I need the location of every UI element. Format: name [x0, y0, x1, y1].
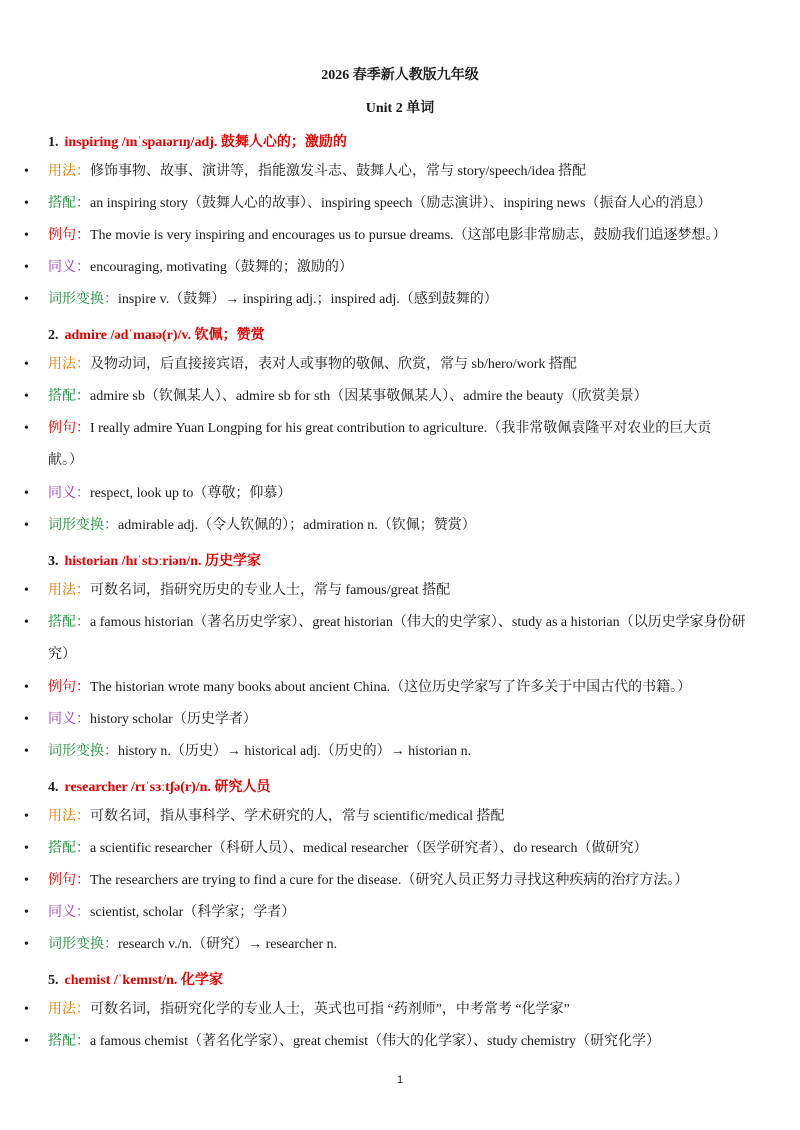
- bullet-icon: •: [24, 615, 29, 630]
- entry-heading: [48, 324, 265, 344]
- collocation-text: admire sb（钦佩某人）、admire sb for sth（因某事敬佩某人）、admire the beauty（欣赏美景）: [90, 389, 648, 404]
- usage-text: 可数名词，指研究历史的专业人士，常与 famous/great 搭配: [90, 583, 451, 598]
- forms-line: [48, 929, 760, 961]
- entry-number: 2.: [48, 328, 59, 343]
- bullet-icon: •: [24, 518, 29, 533]
- bullet-icon: •: [24, 841, 29, 856]
- usage-text: 及物动词，后直接接宾语，表对人或事物的敬佩、欣赏，常与 sb/hero/work 搭配: [90, 357, 577, 372]
- forms-text: history n.（历史）→ historical adj.（历史的）→ historian n.: [118, 744, 472, 759]
- forms-label: 词形变换：: [48, 292, 118, 307]
- entry-headword: researcher /rɪˈsɜːtʃə(r)/n. 研究人员: [64, 780, 271, 795]
- usage-line: [48, 349, 760, 381]
- collocation-label: 搭配：: [48, 615, 90, 630]
- bullet-icon: •: [24, 1034, 29, 1049]
- forms-label: 词形变换：: [48, 518, 118, 533]
- collocation-text: a famous historian（著名历史学家）、great historian（伟大的史学家）、study as a historian（以历史学家身份研究）: [48, 615, 746, 662]
- usage-line: [48, 994, 760, 1026]
- page-number: 1: [396, 1074, 404, 1086]
- forms-text: research v./n.（研究）→ researcher n.: [118, 937, 338, 952]
- synonym-label: 同义：: [48, 486, 90, 501]
- page-title: 2026 春季新人教版九年级: [321, 68, 479, 83]
- bullet-icon: •: [24, 292, 29, 307]
- example-line: [48, 220, 760, 252]
- example-label: 例句：: [48, 228, 90, 243]
- bullet-icon: •: [24, 937, 29, 952]
- collocation-label: 搭配：: [48, 1034, 90, 1049]
- synonym-text: history scholar（历史学者）: [90, 712, 257, 727]
- bullet-icon: •: [24, 680, 29, 695]
- example-label: 例句：: [48, 873, 90, 888]
- collocation-line: [48, 381, 760, 413]
- synonym-line: [48, 252, 760, 284]
- example-line: [48, 413, 728, 477]
- collocation-text: a famous chemist（著名化学家）、great chemist（伟大的化学家）、study chemistry（研究化学）: [90, 1034, 661, 1049]
- synonym-line: [48, 478, 760, 510]
- collocation-text: an inspiring story（鼓舞人心的故事）、inspiring speech（励志演讲）、inspiring news（振奋人心的消息）: [90, 196, 712, 211]
- synonym-text: encouraging, motivating（鼓舞的；激励的）: [90, 260, 353, 275]
- example-line: [48, 672, 760, 704]
- forms-label: 词形变换：: [48, 744, 118, 759]
- usage-text: 可数名词，指研究化学的专业人士，英式也可指 “药剂师”，中考常考 “化学家”: [90, 1002, 570, 1017]
- bullet-icon: •: [24, 1002, 29, 1017]
- forms-line: [48, 736, 760, 768]
- entry-headword: historian /hɪˈstɔːriən/n. 历史学家: [64, 554, 262, 569]
- collocation-line: [48, 1026, 760, 1058]
- forms-text: inspire v.（鼓舞）→ inspiring adj.；inspired adj.（感到鼓舞的）: [118, 292, 498, 307]
- collocation-line: [48, 188, 760, 220]
- collocation-label: 搭配：: [48, 196, 90, 211]
- bullet-icon: •: [24, 389, 29, 404]
- forms-line: [48, 510, 760, 542]
- synonym-label: 同义：: [48, 905, 90, 920]
- synonym-line: [48, 897, 760, 929]
- bullet-icon: •: [24, 486, 29, 501]
- forms-label: 词形变换：: [48, 937, 118, 952]
- bullet-icon: •: [24, 873, 29, 888]
- usage-text: 修饰事物、故事、演讲等，指能激发斗志、鼓舞人心，常与 story/speech/idea 搭配: [90, 164, 587, 179]
- collocation-line: [48, 833, 760, 865]
- bullet-icon: •: [24, 712, 29, 727]
- usage-line: [48, 801, 760, 833]
- bullet-icon: •: [24, 421, 29, 436]
- example-text: The historian wrote many books about ancient China.（这位历史学家写了许多关于中国古代的书籍。）: [90, 680, 692, 695]
- entry-headword: admire /ədˈmaɪə(r)/v. 钦佩；赞赏: [64, 328, 265, 343]
- usage-line: [48, 156, 760, 188]
- bullet-icon: •: [24, 583, 29, 598]
- example-text: The researchers are trying to find a cure for the disease.（研究人员正努力寻找这种疾病的治疗方法。）: [90, 873, 689, 888]
- usage-label: 用法：: [48, 1002, 90, 1017]
- entry-headword: inspiring /ɪnˈspaɪərɪŋ/adj. 鼓舞人心的；激励的: [64, 135, 347, 150]
- usage-label: 用法：: [48, 809, 90, 824]
- collocation-line: [48, 607, 760, 671]
- example-text: The movie is very inspiring and encourages us to pursue dreams.（这部电影非常励志，鼓励我们追逐梦想。）: [90, 228, 727, 243]
- entry-headword: chemist /ˈkemɪst/n. 化学家: [64, 973, 223, 988]
- collocation-label: 搭配：: [48, 841, 90, 856]
- example-label: 例句：: [48, 421, 90, 436]
- example-text: I really admire Yuan Longping for his great contribution to agriculture.（我非常敬佩袁隆平对农业的巨大贡献。）: [48, 421, 712, 468]
- collocation-text: a scientific researcher（科研人员）、medical researcher（医学研究者）、do research（做研究）: [90, 841, 648, 856]
- bullet-icon: •: [24, 228, 29, 243]
- forms-text: admirable adj.（令人钦佩的）；admiration n.（钦佩；赞赏）: [118, 518, 476, 533]
- synonym-label: 同义：: [48, 712, 90, 727]
- entry-number: 1.: [48, 135, 59, 150]
- bullet-icon: •: [24, 905, 29, 920]
- entry-heading: [48, 131, 347, 151]
- example-line: [48, 865, 760, 897]
- synonym-text: scientist, scholar（科学家；学者）: [90, 905, 296, 920]
- bullet-icon: •: [24, 809, 29, 824]
- bullet-icon: •: [24, 357, 29, 372]
- usage-label: 用法：: [48, 357, 90, 372]
- usage-label: 用法：: [48, 164, 90, 179]
- usage-label: 用法：: [48, 583, 90, 598]
- forms-line: [48, 284, 760, 316]
- entry-heading: [48, 969, 223, 989]
- example-label: 例句：: [48, 680, 90, 695]
- collocation-label: 搭配：: [48, 389, 90, 404]
- bullet-icon: •: [24, 196, 29, 211]
- usage-text: 可数名词，指从事科学、学术研究的人，常与 scientific/medical 搭配: [90, 809, 505, 824]
- synonym-text: respect, look up to（尊敬；仰慕）: [90, 486, 292, 501]
- usage-line: [48, 575, 760, 607]
- synonym-label: 同义：: [48, 260, 90, 275]
- entry-number: 4.: [48, 780, 59, 795]
- page-subtitle: Unit 2 单词: [365, 101, 435, 116]
- bullet-icon: •: [24, 744, 29, 759]
- bullet-icon: •: [24, 260, 29, 275]
- entry-number: 3.: [48, 554, 59, 569]
- bullet-icon: •: [24, 164, 29, 179]
- entry-number: 5.: [48, 973, 59, 988]
- entry-heading: [48, 550, 261, 570]
- synonym-line: [48, 704, 760, 736]
- entry-heading: [48, 776, 270, 796]
